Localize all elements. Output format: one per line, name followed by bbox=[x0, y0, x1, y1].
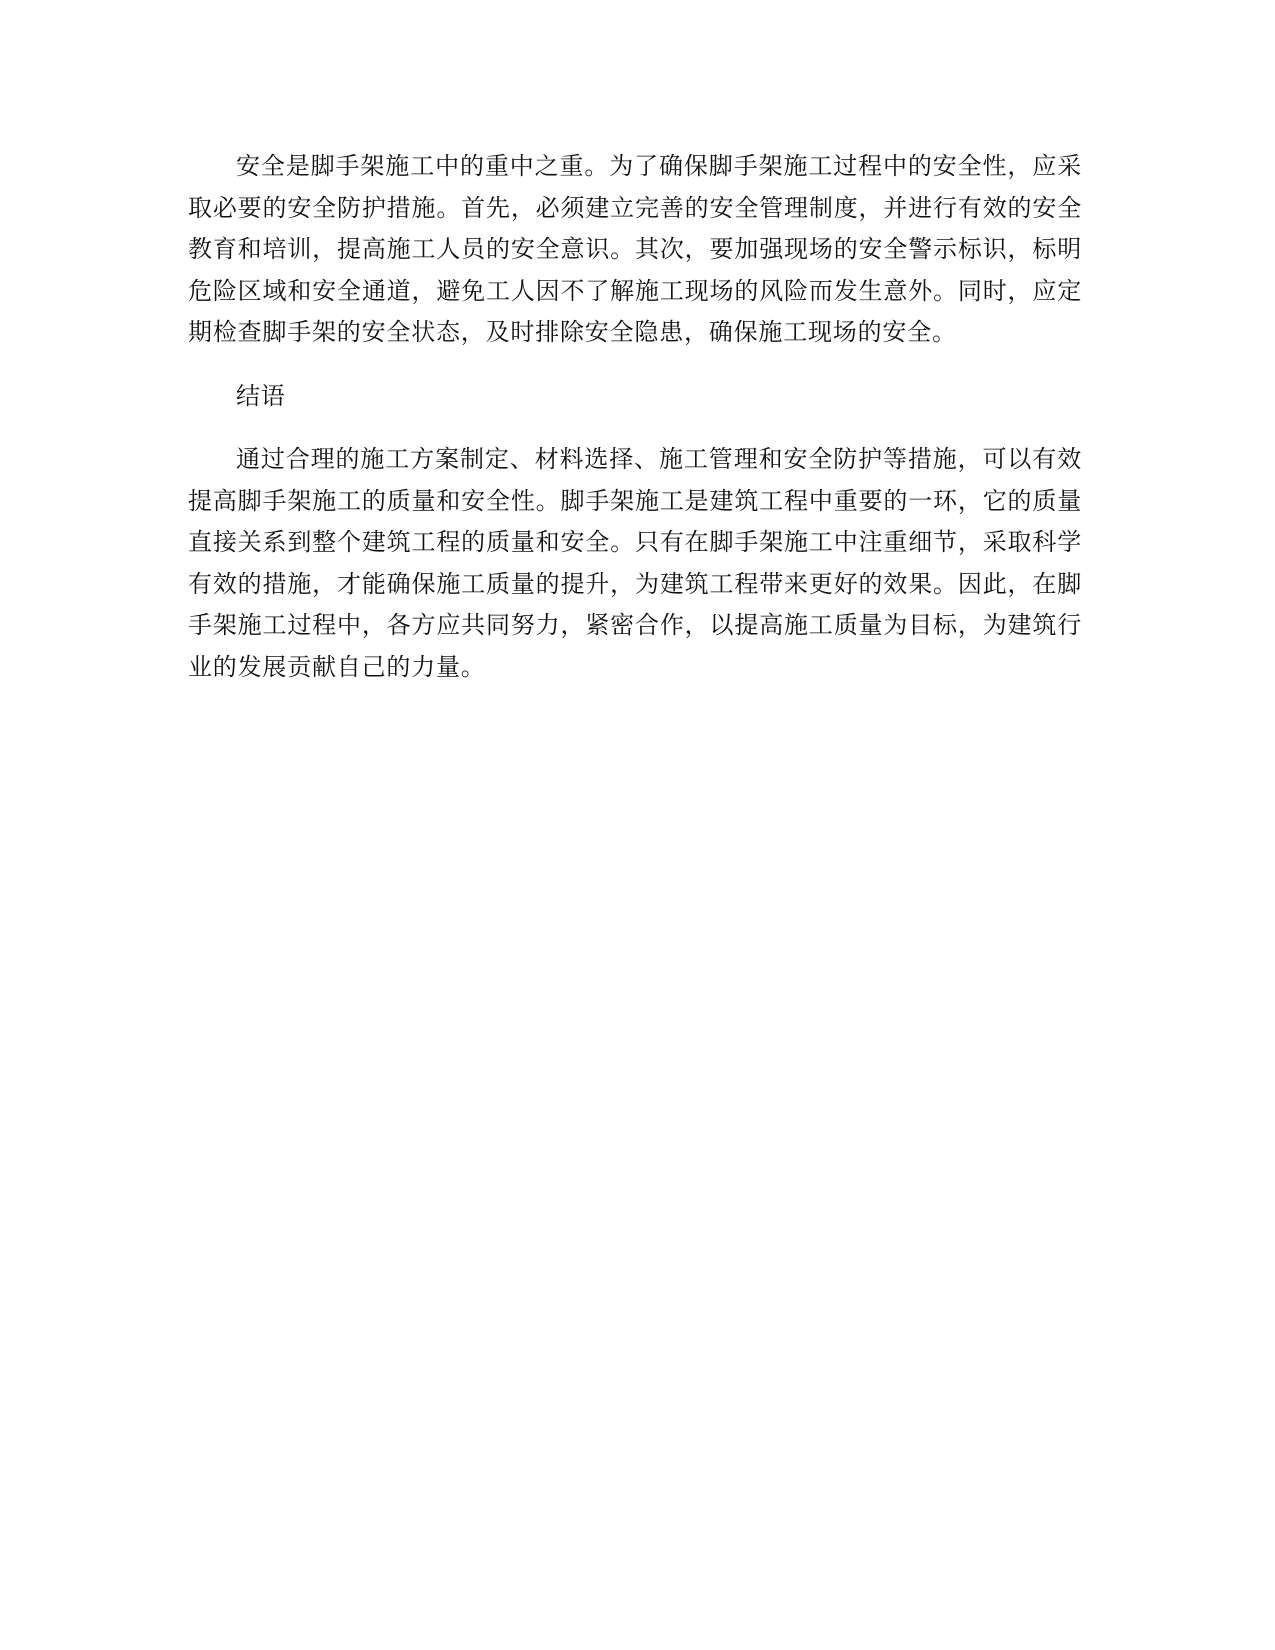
paragraph-line: 业的发展贡献自己的力量。 bbox=[188, 652, 486, 681]
document-body bbox=[188, 146, 1082, 688]
section-heading-conclusion: 结语 bbox=[236, 381, 286, 410]
paragraph-line: 有效的措施，才能确保施工质量的提升，为建筑工程带来更好的效果。因此，在脚 bbox=[188, 569, 1082, 598]
paragraph-conclusion bbox=[188, 439, 1082, 688]
paragraph-safety bbox=[188, 146, 1082, 354]
paragraph-line: 危险区域和安全通道，避免工人因不了解施工现场的风险而发生意外。同时，应定 bbox=[188, 276, 1082, 305]
paragraph-line: 取必要的安全防护措施。首先，必须建立完善的安全管理制度，并进行有效的安全 bbox=[188, 193, 1082, 222]
paragraph-line: 期检查脚手架的安全状态，及时排除安全隐患，确保施工现场的安全。 bbox=[188, 318, 957, 346]
paragraph-line: 教育和培训，提高施工人员的安全意识。其次，要加强现场的安全警示标识，标明 bbox=[188, 235, 1082, 263]
paragraph-line: 提高脚手架施工的质量和安全性。脚手架施工是建筑工程中重要的一环，它的质量 bbox=[188, 486, 1082, 515]
paragraph-line: 手架施工过程中，各方应共同努力，紧密合作，以提高施工质量为目标，为建筑行 bbox=[188, 611, 1082, 639]
paragraph-line: 通过合理的施工方案制定、材料选择、施工管理和安全防护等措施，可以有效 bbox=[236, 445, 1082, 473]
paragraph-line: 安全是脚手架施工中的重中之重。为了确保脚手架施工过程中的安全性，应采 bbox=[236, 152, 1082, 180]
paragraph-line: 直接关系到整个建筑工程的质量和安全。只有在脚手架施工中注重细节，采取科学 bbox=[188, 528, 1082, 556]
